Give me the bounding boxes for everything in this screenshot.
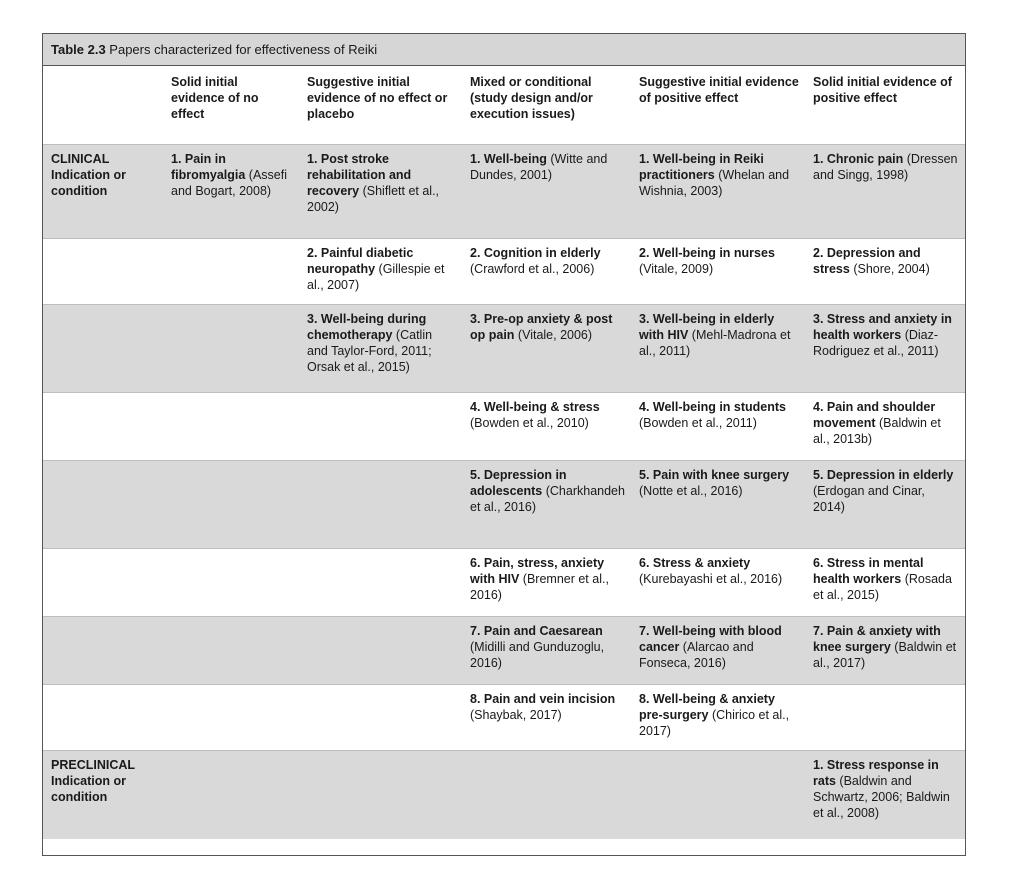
table-cell — [299, 393, 462, 461]
table-row — [43, 461, 965, 549]
cell-citation: (Baldwin et al., 2017) — [813, 640, 957, 670]
table-cell — [462, 685, 631, 751]
table-cell — [299, 239, 462, 305]
table-row — [43, 549, 965, 617]
cell-citation: (Chirico et al., 2017) — [639, 708, 790, 738]
table-title-label: Table 2.3 — [51, 42, 106, 57]
cell-citation: (Midilli and Gunduzoglu, 2016) — [470, 640, 605, 670]
table-cell — [805, 305, 965, 393]
cell-topic: 3. Well-being during chemotherapy — [307, 312, 427, 342]
table-cell — [163, 461, 299, 549]
table-cell — [631, 751, 805, 839]
cell-citation: (Erdogan and Cinar, 2014) — [813, 484, 925, 514]
table-cell — [805, 393, 965, 461]
cell-topic: 6. Stress & anxiety — [639, 556, 751, 570]
table-row — [43, 393, 965, 461]
table-cell — [462, 305, 631, 393]
table-cell — [631, 145, 805, 239]
table-cell — [462, 393, 631, 461]
table-cell — [299, 145, 462, 239]
table-title — [43, 34, 965, 66]
cell-citation: (Bowden et al., 2010) — [470, 416, 589, 430]
reiki-papers-table — [43, 66, 965, 839]
table-cell — [631, 305, 805, 393]
cell-citation: (Baldwin and Schwartz, 2006; Baldwin et al., 2008) — [813, 774, 950, 820]
cell-citation: (Shaybak, 2017) — [470, 708, 562, 722]
cell-citation: (Notte et al., 2016) — [639, 484, 743, 498]
table-frame — [42, 33, 966, 856]
cell-topic: 2. Cognition in elderly — [470, 246, 601, 260]
cell-citation: (Mehl-Madrona et al., 2011) — [639, 328, 791, 358]
table-cell — [299, 549, 462, 617]
cell-citation: (Bowden et al., 2011) — [639, 416, 757, 430]
cell-topic: 1. Well-being — [470, 152, 547, 166]
cell-topic: 7. Pain & anxiety with knee surgery — [813, 624, 941, 654]
table-cell — [805, 549, 965, 617]
cell-topic: 2. Well-being in nurses — [639, 246, 775, 260]
table-row — [43, 685, 965, 751]
table-row — [43, 305, 965, 393]
table-cell — [631, 685, 805, 751]
cell-citation: (Baldwin et al., 2013b) — [813, 416, 941, 446]
cell-topic: 1. Chronic pain — [813, 152, 904, 166]
table-row — [43, 617, 965, 685]
cell-citation: (Vitale, 2006) — [514, 328, 593, 342]
cell-topic: 8. Pain and vein incision — [470, 692, 616, 706]
table-row — [43, 145, 965, 239]
table-cell — [462, 145, 631, 239]
cell-topic: 5. Depression in elderly — [813, 468, 954, 482]
cell-topic: 4. Well-being in students — [639, 400, 787, 414]
table-cell — [631, 393, 805, 461]
cell-citation: (Crawford et al., 2006) — [470, 262, 595, 276]
column-header: Solid initial evidence of positive effect — [813, 75, 952, 105]
cell-citation: (Vitale, 2009) — [639, 262, 714, 276]
row-label — [43, 549, 163, 617]
cell-topic: 2. Painful diabetic neuropathy — [307, 246, 414, 276]
table-cell — [805, 685, 965, 751]
row-label — [43, 617, 163, 685]
row-label — [43, 305, 163, 393]
cell-topic: 4. Well-being & stress — [470, 400, 600, 414]
table-cell — [805, 617, 965, 685]
table-cell — [299, 751, 462, 839]
table-cell — [299, 305, 462, 393]
column-header: Suggestive initial evidence of no effect or placebo — [307, 75, 448, 121]
table-row — [43, 239, 965, 305]
table-cell — [805, 239, 965, 305]
cell-topic: 8. Well-being & anxiety pre-surgery — [639, 692, 775, 722]
table-cell — [299, 461, 462, 549]
cell-citation: (Kurebayashi et al., 2016) — [639, 572, 783, 586]
table-cell — [299, 685, 462, 751]
table-cell — [163, 685, 299, 751]
cell-citation: (Assefi and Bogart, 2008) — [171, 168, 288, 198]
cell-topic: 3. Stress and anxiety in health workers — [813, 312, 952, 342]
cell-citation: (Diaz-Rodriguez et al., 2011) — [813, 328, 939, 358]
cell-topic: 4. Pain and shoulder movement — [813, 400, 936, 430]
cell-topic: 3. Well-being in elderly with HIV — [639, 312, 775, 342]
table-title-text: Papers characterized for effectiveness of Reiki — [105, 42, 378, 57]
cell-topic: 1. Pain in fibromyalgia — [171, 152, 246, 182]
cell-citation: (Charkhandeh et al., 2016) — [470, 484, 625, 514]
table-cell — [462, 549, 631, 617]
row-label: PRECLINICAL Indication or condition — [43, 751, 163, 839]
row-label — [43, 239, 163, 305]
row-label — [43, 393, 163, 461]
table-cell — [805, 751, 965, 839]
table-cell — [163, 617, 299, 685]
cell-topic: 2. Depression and stress — [813, 246, 921, 276]
cell-topic: 1. Post stroke rehabilitation and recovery — [307, 152, 412, 198]
table-cell — [462, 751, 631, 839]
table-cell — [631, 239, 805, 305]
cell-citation: (Alarcao and Fonseca, 2016) — [639, 640, 754, 670]
table-cell — [631, 549, 805, 617]
cell-topic: 5. Depression in adolescents — [470, 468, 567, 498]
column-header: Mixed or conditional (study design and/or execution issues) — [470, 75, 593, 121]
table-cell — [163, 751, 299, 839]
column-header: Suggestive initial evidence of positive effect — [639, 75, 799, 105]
cell-citation: (Shore, 2004) — [849, 262, 930, 276]
row-label: CLINICAL Indication or condition — [43, 145, 163, 239]
table-cell — [299, 617, 462, 685]
cell-topic: 7. Pain and Caesarean — [470, 624, 603, 638]
table-cell — [163, 145, 299, 239]
cell-topic: 3. Pre-op anxiety & post op pain — [470, 312, 613, 342]
cell-citation: (Whelan and Wishnia, 2003) — [639, 168, 790, 198]
table-cell — [163, 239, 299, 305]
cell-citation: (Rosada et al., 2015) — [813, 572, 952, 602]
table-row — [43, 751, 965, 839]
table-cell — [631, 617, 805, 685]
cell-citation: (Witte and Dundes, 2001) — [470, 152, 608, 182]
table-cell — [163, 549, 299, 617]
table-cell — [805, 145, 965, 239]
cell-citation: (Bremner et al., 2016) — [470, 572, 609, 602]
cell-topic: 6. Pain, stress, anxiety with HIV — [470, 556, 605, 586]
cell-topic: 7. Well-being with blood cancer — [639, 624, 782, 654]
cell-citation: (Shiflett et al., 2002) — [307, 184, 440, 214]
cell-citation: (Gillespie et al., 2007) — [307, 262, 445, 292]
table-cell — [163, 305, 299, 393]
table-cell — [805, 461, 965, 549]
column-header — [43, 66, 163, 145]
cell-citation: (Catlin and Taylor-Ford, 2011; Orsak et al., 2015) — [307, 328, 433, 374]
table-header-row — [43, 66, 965, 145]
row-label — [43, 685, 163, 751]
cell-topic: 5. Pain with knee surgery — [639, 468, 790, 482]
table-cell — [462, 239, 631, 305]
column-header: Solid initial evidence of no effect — [171, 75, 259, 121]
cell-topic: 1. Well-being in Reiki practitioners — [639, 152, 764, 182]
cell-topic: 1. Stress response in rats — [813, 758, 939, 788]
cell-topic: 6. Stress in mental health workers — [813, 556, 924, 586]
row-label — [43, 461, 163, 549]
table-cell — [462, 617, 631, 685]
table-cell — [462, 461, 631, 549]
cell-citation: (Dressen and Singg, 1998) — [813, 152, 958, 182]
table-cell — [163, 393, 299, 461]
table-cell — [631, 461, 805, 549]
